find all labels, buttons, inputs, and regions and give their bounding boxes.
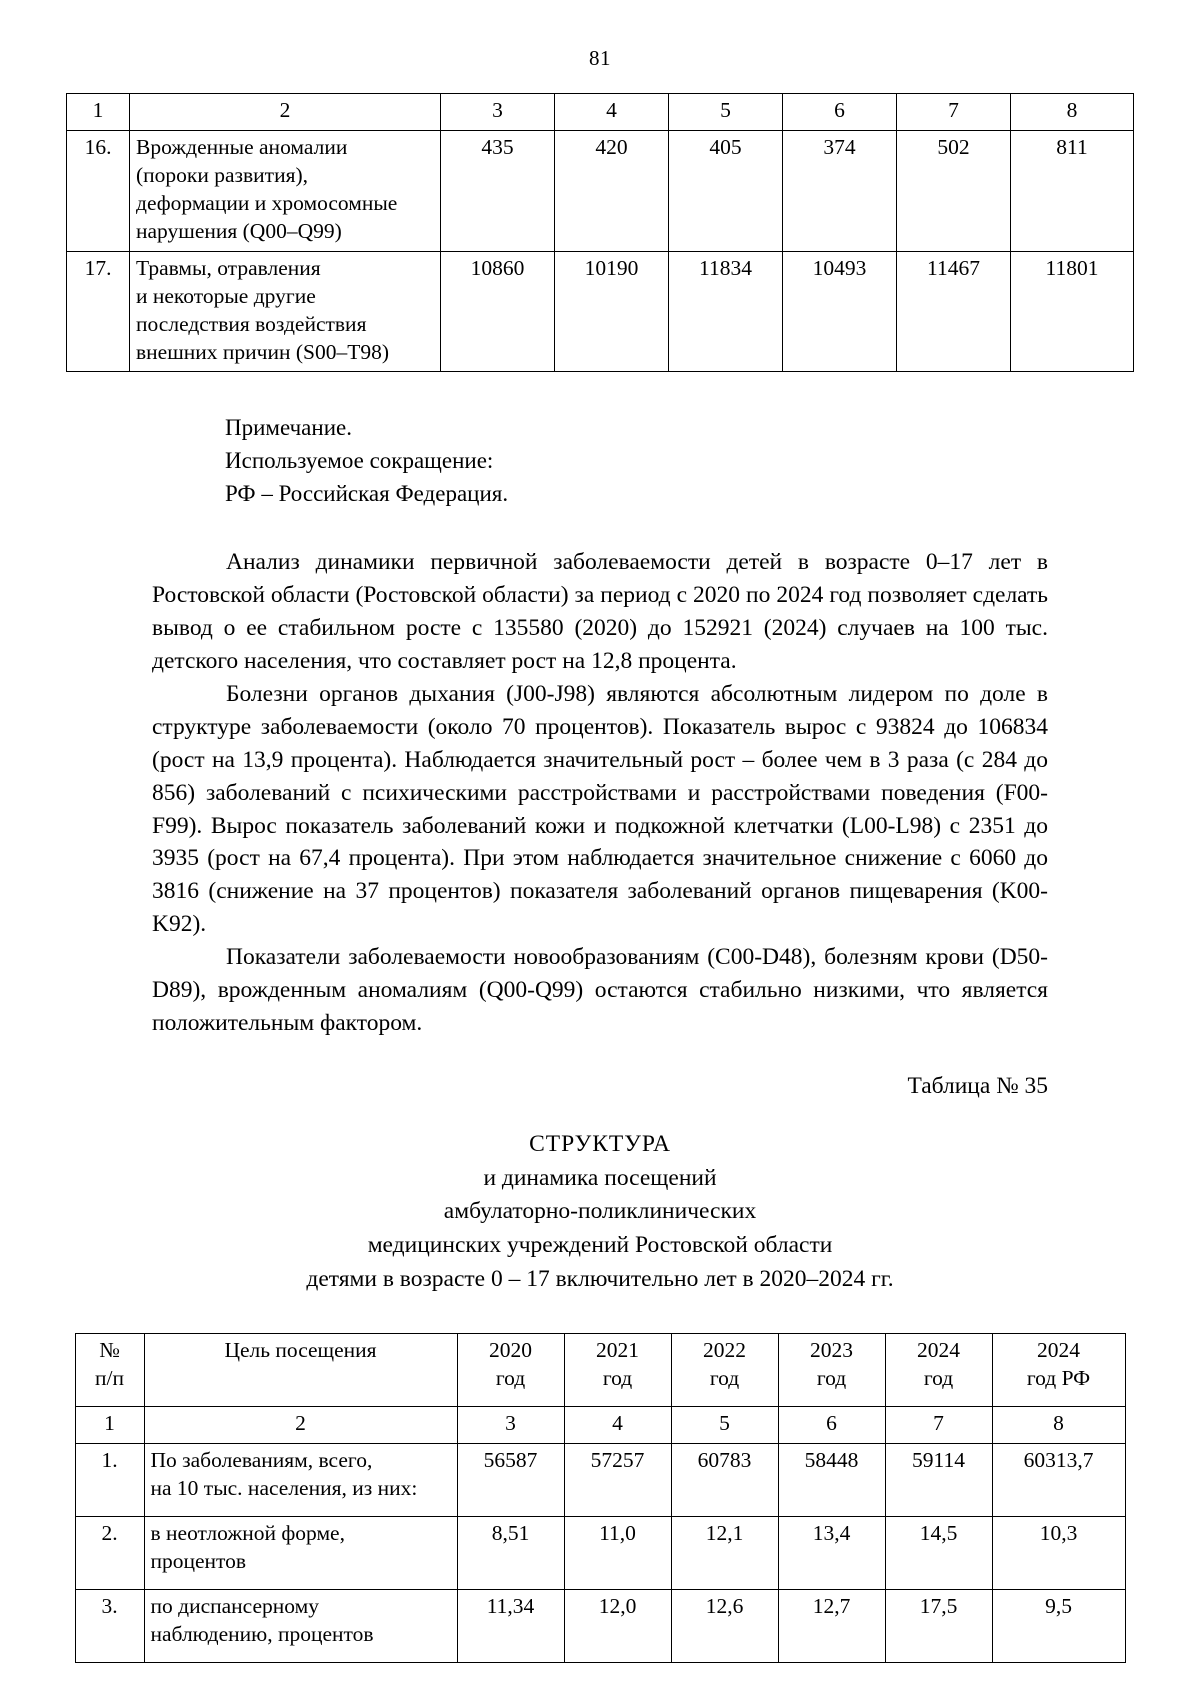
row-label-line: (пороки развития), [136, 162, 309, 187]
row-label-line: в неотложной форме, [150, 1520, 345, 1545]
cell-value: 435 [441, 130, 555, 251]
column-number-4: 4 [564, 1406, 671, 1443]
cell-value: 11,0 [564, 1516, 671, 1589]
table-title-line-5: детями в возрасте 0 – 17 включительно лет в 2020–2024 гг. [306, 1266, 894, 1293]
row-label-line: по диспансерному [150, 1593, 319, 1618]
row-label [144, 1516, 457, 1589]
cell-value: 56587 [457, 1443, 564, 1516]
cell-value: 10,3 [992, 1516, 1125, 1589]
cell-value: 60783 [671, 1443, 778, 1516]
table-row [75, 1406, 1125, 1443]
cell-value: 12,1 [671, 1516, 778, 1589]
header-line: год [816, 1365, 847, 1390]
row-label [144, 1443, 457, 1516]
header-line: год [709, 1365, 740, 1390]
row-label-line: внешних причин (S00–T98) [136, 339, 390, 364]
cell-value: 11,34 [457, 1589, 564, 1662]
cell-value: 11834 [669, 251, 783, 372]
paragraph-morbidity-dynamics: Анализ динамики первичной заболеваемости детей в возрасте 0–17 лет в Ростовской области (Ростовской области) за период с 2020 по 2024 год позволяет сделать вывод о ее стабильном росте с 135580 (2020) до 152921 (2024) случаев на 100 тыс. детского населения, что составляет рост на 12,8 процента. [152, 549, 1048, 675]
column-number-7: 7 [885, 1406, 992, 1443]
header-line: п/п [95, 1365, 124, 1390]
notes-abbrev-value: РФ – Российская Федерация. [225, 480, 509, 506]
row-label [130, 251, 441, 372]
cell-value: 17,5 [885, 1589, 992, 1662]
row-label-line: Врожденные аномалии [136, 134, 348, 159]
table-header-row [75, 1333, 1125, 1406]
cell-value: 12,7 [778, 1589, 885, 1662]
cell-value: 420 [555, 130, 669, 251]
body-text [0, 546, 1200, 1039]
column-number-3: 3 [457, 1406, 564, 1443]
row-label [130, 130, 441, 251]
cell-value: 11467 [897, 251, 1011, 372]
header-cell-2022 [671, 1333, 778, 1406]
cell-value: 11801 [1011, 251, 1134, 372]
column-number-6: 6 [783, 94, 897, 131]
row-label-line: и некоторые другие [136, 283, 316, 308]
cell-value: 374 [783, 130, 897, 251]
cell-value: 9,5 [992, 1589, 1125, 1662]
cell-value: 59114 [885, 1443, 992, 1516]
row-number: 1. [75, 1443, 144, 1516]
cell-value: 12,6 [671, 1589, 778, 1662]
notes-block [0, 412, 1200, 510]
morbidity-table [66, 93, 1134, 372]
table-title [0, 1128, 1200, 1297]
table-title-line-1: СТРУКТУРА [529, 1130, 671, 1157]
header-line: 2021 [596, 1337, 639, 1362]
column-number-6: 6 [778, 1406, 885, 1443]
table-row [67, 251, 1134, 372]
cell-value: 60313,7 [992, 1443, 1125, 1516]
column-number-8: 8 [992, 1406, 1125, 1443]
paragraph-stable-low-indicators: Показатели заболеваемости новообразованиям (C00-D48), болезням крови (D50-D89), врожденным аномалиям (Q00-Q99) остаются стабильно низкими, что является положительным фактором. [152, 944, 1048, 1036]
header-line: 2020 [489, 1337, 532, 1362]
column-number-7: 7 [897, 94, 1011, 131]
page-number: 81 [589, 46, 611, 70]
column-number-2: 2 [144, 1406, 457, 1443]
row-label [144, 1589, 457, 1662]
header-line: год РФ [1026, 1365, 1091, 1390]
column-number-5: 5 [671, 1406, 778, 1443]
row-number: 17. [67, 251, 130, 372]
column-number-8: 8 [1011, 94, 1134, 131]
row-label-line: деформации и хромосомные [136, 190, 398, 215]
row-number: 3. [75, 1589, 144, 1662]
row-label-line: нарушения (Q00–Q99) [136, 218, 342, 243]
cell-value: 10190 [555, 251, 669, 372]
header-cell-number [75, 1333, 144, 1406]
header-line: 2022 [703, 1337, 746, 1362]
table-number-label: Таблица № 35 [907, 1072, 1048, 1099]
header-line: 2024 [917, 1337, 960, 1362]
cell-value: 8,51 [457, 1516, 564, 1589]
header-line: № [99, 1337, 120, 1362]
column-number-1: 1 [75, 1406, 144, 1443]
header-cell-2024-rf [992, 1333, 1125, 1406]
cell-value: 405 [669, 130, 783, 251]
row-label-line: на 10 тыс. населения, из них: [150, 1475, 418, 1500]
notes-abbrev-label: Используемое сокращение: [225, 448, 494, 474]
header-cell-2021 [564, 1333, 671, 1406]
row-label-line: наблюдению, процентов [150, 1621, 374, 1646]
column-number-5: 5 [669, 94, 783, 131]
column-number-3: 3 [441, 94, 555, 131]
header-line: 2023 [810, 1337, 853, 1362]
table-row [75, 1516, 1125, 1589]
table-row [67, 130, 1134, 251]
cell-value: 811 [1011, 130, 1134, 251]
header-cell-2023 [778, 1333, 885, 1406]
paragraph-respiratory-diseases: Болезни органов дыхания (J00-J98) являются абсолютным лидером по доле в структуре заболеваемости (около 70 процентов). Показатель вырос с 93824 до 106834 (рост на 13,9 процента). Наблюдается значительный рост – более чем в 3 раза (с 284 до 856) заболеваний с психическими расстройствами и расстройствами поведения (F00-F99). Вырос показатель заболеваний кожи и подкожной клетчатки (L00-L98) с 2351 до 3935 (рост на 67,4 процента). При этом наблюдается значительное снижение с 6060 до 3816 (снижение на 37 процентов) показателя заболеваний органов пищеварения (K00-K92). [152, 680, 1048, 938]
cell-value: 10493 [783, 251, 897, 372]
table-row [75, 1589, 1125, 1662]
bottom-table-container [0, 1333, 1200, 1663]
header-cell-2024 [885, 1333, 992, 1406]
cell-value: 10860 [441, 251, 555, 372]
header-line: год [923, 1365, 954, 1390]
cell-value: 12,0 [564, 1589, 671, 1662]
table-title-line-3: амбулаторно-поликлинических [443, 1198, 757, 1225]
row-label-line: По заболеваниям, всего, [150, 1447, 373, 1472]
visits-structure-table [75, 1333, 1126, 1663]
row-label-line: последствия воздействия [136, 311, 367, 336]
header-cell-purpose [144, 1333, 457, 1406]
row-number: 16. [67, 130, 130, 251]
header-line: Цель посещения [224, 1337, 377, 1362]
column-number-4: 4 [555, 94, 669, 131]
table-title-line-4: медицинских учреждений Ростовской области [367, 1232, 833, 1259]
cell-value: 13,4 [778, 1516, 885, 1589]
notes-heading: Примечание. [225, 415, 352, 441]
cell-value: 58448 [778, 1443, 885, 1516]
header-line: год [602, 1365, 633, 1390]
column-number-1: 1 [67, 94, 130, 131]
table-title-line-2: и динамика посещений [483, 1164, 717, 1191]
column-number-2: 2 [130, 94, 441, 131]
header-line: 2024 [1037, 1337, 1080, 1362]
header-line: год [495, 1365, 526, 1390]
header-cell-2020 [457, 1333, 564, 1406]
row-label-line: процентов [150, 1548, 247, 1573]
cell-value: 57257 [564, 1443, 671, 1516]
top-table-container [0, 93, 1200, 372]
table-row [67, 94, 1134, 131]
row-number: 2. [75, 1516, 144, 1589]
table-row [75, 1443, 1125, 1516]
cell-value: 14,5 [885, 1516, 992, 1589]
row-label-line: Травмы, отравления [136, 255, 321, 280]
cell-value: 502 [897, 130, 1011, 251]
